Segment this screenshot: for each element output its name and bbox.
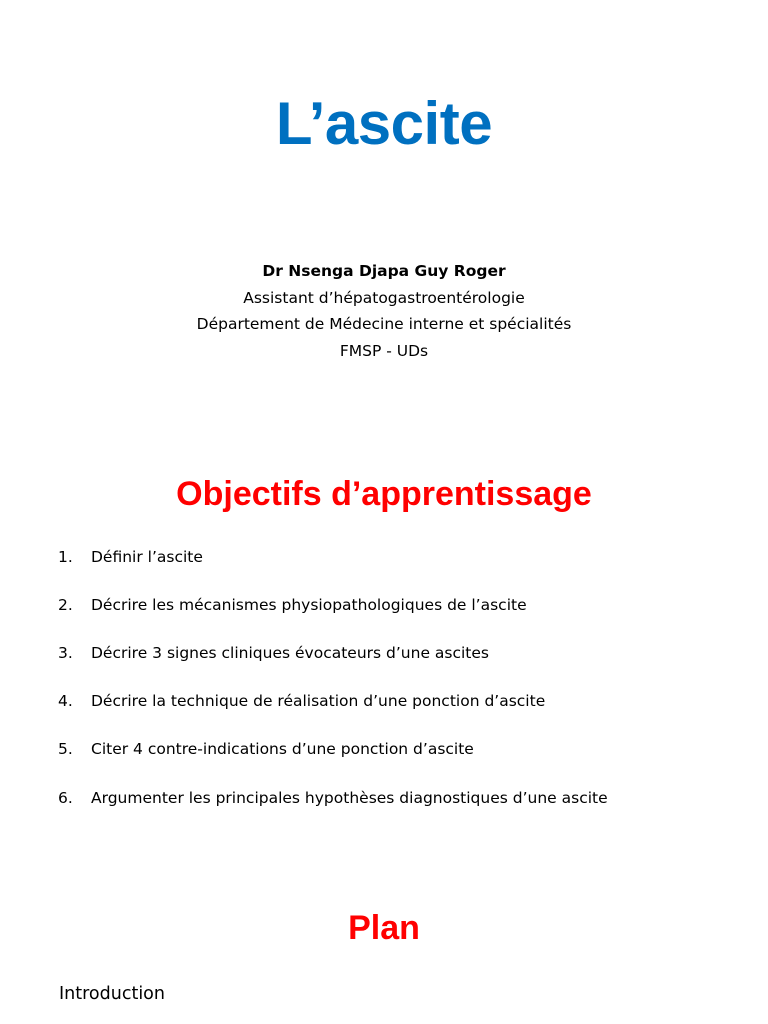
- objective-number: 4.: [58, 692, 73, 710]
- objectives-heading: Objectifs d’apprentissage: [176, 475, 592, 513]
- objective-text: Argumenter les principales hypothèses diagnostiques d’une ascite: [91, 789, 608, 807]
- objective-text: Définir l’ascite: [91, 548, 203, 566]
- author-institution: FMSP - UDs: [339, 341, 429, 360]
- objective-text: Décrire la technique de réalisation d’une ponction d’ascite: [91, 692, 546, 710]
- objective-number: 5.: [58, 740, 73, 758]
- objective-number: 2.: [58, 596, 73, 614]
- objective-number: 1.: [58, 548, 73, 566]
- document-title: L’ascite: [275, 90, 493, 157]
- author-name: Dr Nsenga Djapa Guy Roger: [262, 262, 506, 280]
- objective-number: 3.: [58, 644, 73, 662]
- objective-text: Citer 4 contre-indications d’une ponction d’ascite: [91, 740, 474, 758]
- author-block: [0, 258, 768, 364]
- author-department: Département de Médecine interne et spécialités: [196, 315, 572, 333]
- objective-text: Décrire les mécanismes physiopathologiques de l’ascite: [91, 596, 527, 614]
- plan-section-introduction: Introduction: [59, 984, 165, 1004]
- objective-text: Décrire 3 signes cliniques évocateurs d’une ascites: [91, 644, 489, 662]
- plan-heading: Plan: [348, 909, 420, 947]
- author-role: Assistant d’hépatogastroentérologie: [243, 288, 525, 307]
- objective-number: 6.: [58, 789, 73, 807]
